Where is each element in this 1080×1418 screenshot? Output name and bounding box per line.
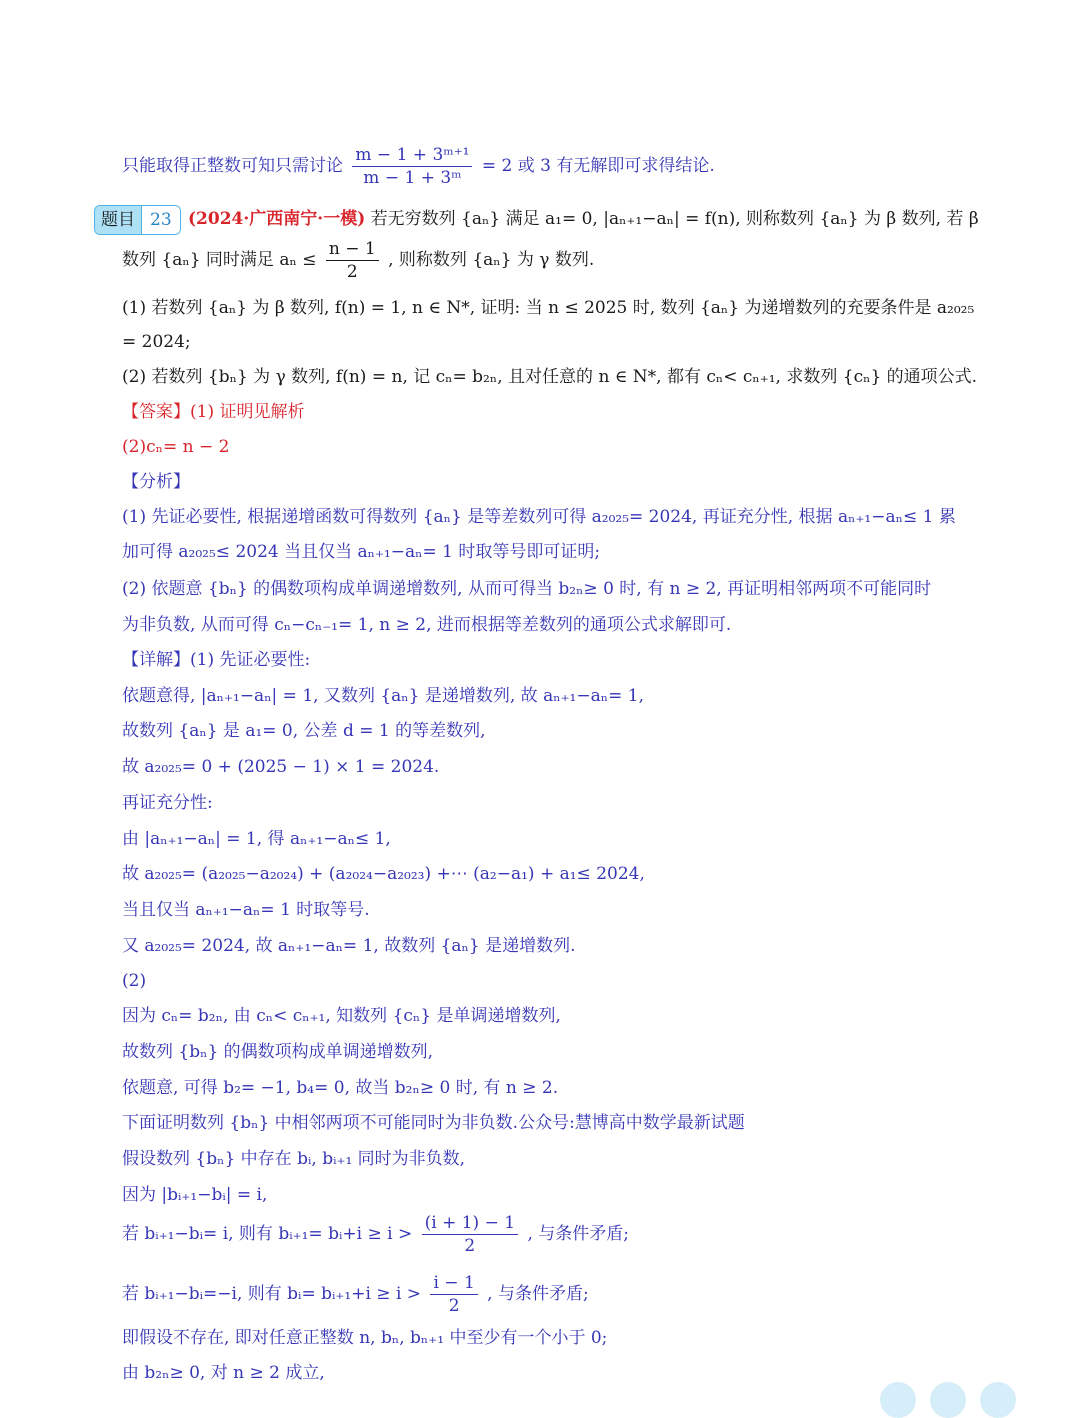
answer-line-1: 【答案】(1) 证明见解析 bbox=[122, 402, 305, 422]
corner-decoration-circle bbox=[880, 1382, 916, 1418]
intro-suffix: = 2 或 3 有无解即可求得结论. bbox=[481, 156, 715, 176]
detail-line-19: 即假设不存在, 即对任意正整数 n, bₙ, bₙ₊₁ 中至少有一个小于 0; bbox=[122, 1328, 608, 1348]
question-stem-fraction bbox=[326, 238, 379, 283]
question-badge-number: 23 bbox=[141, 206, 180, 234]
detail-line-17-suffix: , 与条件矛盾; bbox=[527, 1224, 629, 1244]
question-source: (2024·广西南宁·一模) bbox=[188, 209, 366, 229]
analysis-p2-line-2: 为非负数, 从而可得 cₙ−cₙ₋₁= 1, n ≥ 2, 进而根据等差数列的通项公式求解即可. bbox=[122, 615, 732, 635]
detail-line-07: 故 a₂₀₂₅= (a₂₀₂₅−a₂₀₂₄) + (a₂₀₂₄−a₂₀₂₃) +⋯ (a₂−a₁) + a₁≤ 2024, bbox=[122, 864, 645, 884]
detail-line-14: 下面证明数列 {bₙ} 中相邻两项不可能同时为非负数.公众号:慧博高中数学最新试题 bbox=[122, 1113, 745, 1133]
detail-line-17-fraction-numerator: (i + 1) − 1 bbox=[422, 1212, 518, 1235]
analysis-p1-line-1: (1) 先证必要性, 根据递增函数可得数列 {aₙ} 是等差数列可得 a₂₀₂₅= 2024, 再证充分性, 根据 aₙ₊₁−aₙ≤ 1 累 bbox=[122, 507, 956, 527]
detail-line-20: 由 b₂ₙ≥ 0, 对 n ≥ 2 成立, bbox=[122, 1363, 325, 1383]
detail-line-18-fraction-denominator: 2 bbox=[448, 1296, 460, 1316]
question-stem-line2-suffix: , 则称数列 {aₙ} 为 γ 数列. bbox=[388, 250, 595, 270]
question-badge-label: 题目 bbox=[95, 206, 141, 234]
detail-line-17-fraction bbox=[422, 1212, 518, 1257]
intro-fraction bbox=[352, 144, 472, 189]
detail-line-18-fraction-numerator: i − 1 bbox=[430, 1272, 477, 1295]
detail-line-11: 因为 cₙ= b₂ₙ, 由 cₙ< cₙ₊₁, 知数列 {cₙ} 是单调递增数列, bbox=[122, 1006, 561, 1026]
answer-line-2: (2)cₙ= n − 2 bbox=[122, 437, 230, 457]
detail-line-18-suffix: , 与条件矛盾; bbox=[487, 1284, 589, 1304]
question-badge bbox=[94, 205, 181, 235]
analysis-heading: 【分析】 bbox=[122, 472, 190, 492]
detail-line-17-fraction-denominator: 2 bbox=[464, 1236, 476, 1256]
detail-line-18-prefix: 若 bᵢ₊₁−bᵢ=−i, 则有 bᵢ= bᵢ₊₁+i ≥ i > bbox=[122, 1284, 422, 1304]
detail-line-17 bbox=[122, 1212, 629, 1257]
detail-line-16: 因为 |bᵢ₊₁−bᵢ| = i, bbox=[122, 1185, 268, 1205]
detail-line-15: 假设数列 {bₙ} 中存在 bᵢ, bᵢ₊₁ 同时为非负数, bbox=[122, 1149, 466, 1169]
detail-line-10: (2) bbox=[122, 971, 147, 991]
analysis-p1-line-2: 加可得 a₂₀₂₅≤ 2024 当且仅当 aₙ₊₁−aₙ= 1 时取等号即可证明; bbox=[122, 542, 601, 562]
question-stem-line2-prefix: 数列 {aₙ} 同时满足 aₙ ≤ bbox=[122, 250, 317, 270]
detail-line-13: 依题意, 可得 b₂= −1, b₄= 0, 故当 b₂ₙ≥ 0 时, 有 n ≥ 2. bbox=[122, 1078, 559, 1098]
intro-fraction-numerator: m − 1 + 3ᵐ⁺¹ bbox=[352, 144, 472, 167]
detail-line-04: 故 a₂₀₂₅= 0 + (2025 − 1) × 1 = 2024. bbox=[122, 757, 440, 777]
analysis-p2-line-1: (2) 依题意 {bₙ} 的偶数项构成单调递增数列, 从而可得当 b₂ₙ≥ 0 时, 有 n ≥ 2, 再证明相邻两项不可能同时 bbox=[122, 579, 932, 599]
detail-line-06: 由 |aₙ₊₁−aₙ| = 1, 得 aₙ₊₁−aₙ≤ 1, bbox=[122, 829, 391, 849]
intro-prefix: 只能取得正整数可知只需讨论 bbox=[122, 156, 343, 176]
detail-line-08: 当且仅当 aₙ₊₁−aₙ= 1 时取等号. bbox=[122, 900, 370, 920]
detail-line-17-prefix: 若 bᵢ₊₁−bᵢ= i, 则有 bᵢ₊₁= bᵢ+i ≥ i > bbox=[122, 1224, 413, 1244]
detail-line-05: 再证充分性: bbox=[122, 793, 213, 813]
detail-line-18-fraction bbox=[430, 1272, 477, 1317]
question-part1-line-1: (1) 若数列 {aₙ} 为 β 数列, f(n) = 1, n ∈ N*, 证明: 当 n ≤ 2025 时, 数列 {aₙ} 为递增数列的充要条件是 a₂₀₂₅ bbox=[122, 298, 975, 318]
question-stem-text-1: 若无穷数列 {aₙ} 满足 a₁= 0, |aₙ₊₁−aₙ| = f(n), 则称数列 {aₙ} 为 β 数列, 若 β bbox=[370, 209, 979, 229]
detail-line-12: 故数列 {bₙ} 的偶数项构成单调递增数列, bbox=[122, 1042, 434, 1062]
intro-fraction-denominator: m − 1 + 3ᵐ bbox=[363, 168, 462, 188]
detail-line-03: 故数列 {aₙ} 是 a₁= 0, 公差 d = 1 的等差数列, bbox=[122, 721, 486, 741]
detail-line-01: 【详解】(1) 先证必要性: bbox=[122, 650, 311, 670]
corner-decoration-circle bbox=[930, 1382, 966, 1418]
question-stem-fraction-denominator: 2 bbox=[346, 262, 358, 282]
question-stem-line-1 bbox=[188, 206, 979, 232]
detail-line-18 bbox=[122, 1272, 589, 1317]
question-part1-line-2: = 2024; bbox=[122, 332, 191, 352]
question-stem-fraction-numerator: n − 1 bbox=[326, 238, 379, 261]
question-part2: (2) 若数列 {bₙ} 为 γ 数列, f(n) = n, 记 cₙ= b₂ₙ, 且对任意的 n ∈ N*, 都有 cₙ< cₙ₊₁, 求数列 {cₙ} 的通项公式. bbox=[122, 367, 978, 387]
corner-decoration-circle bbox=[980, 1382, 1016, 1418]
intro-line bbox=[122, 144, 715, 189]
detail-line-09: 又 a₂₀₂₅= 2024, 故 aₙ₊₁−aₙ= 1, 故数列 {aₙ} 是递增数列. bbox=[122, 936, 576, 956]
detail-line-02: 依题意得, |aₙ₊₁−aₙ| = 1, 又数列 {aₙ} 是递增数列, 故 aₙ₊₁−aₙ= 1, bbox=[122, 686, 644, 706]
question-stem-line-2 bbox=[122, 238, 594, 283]
